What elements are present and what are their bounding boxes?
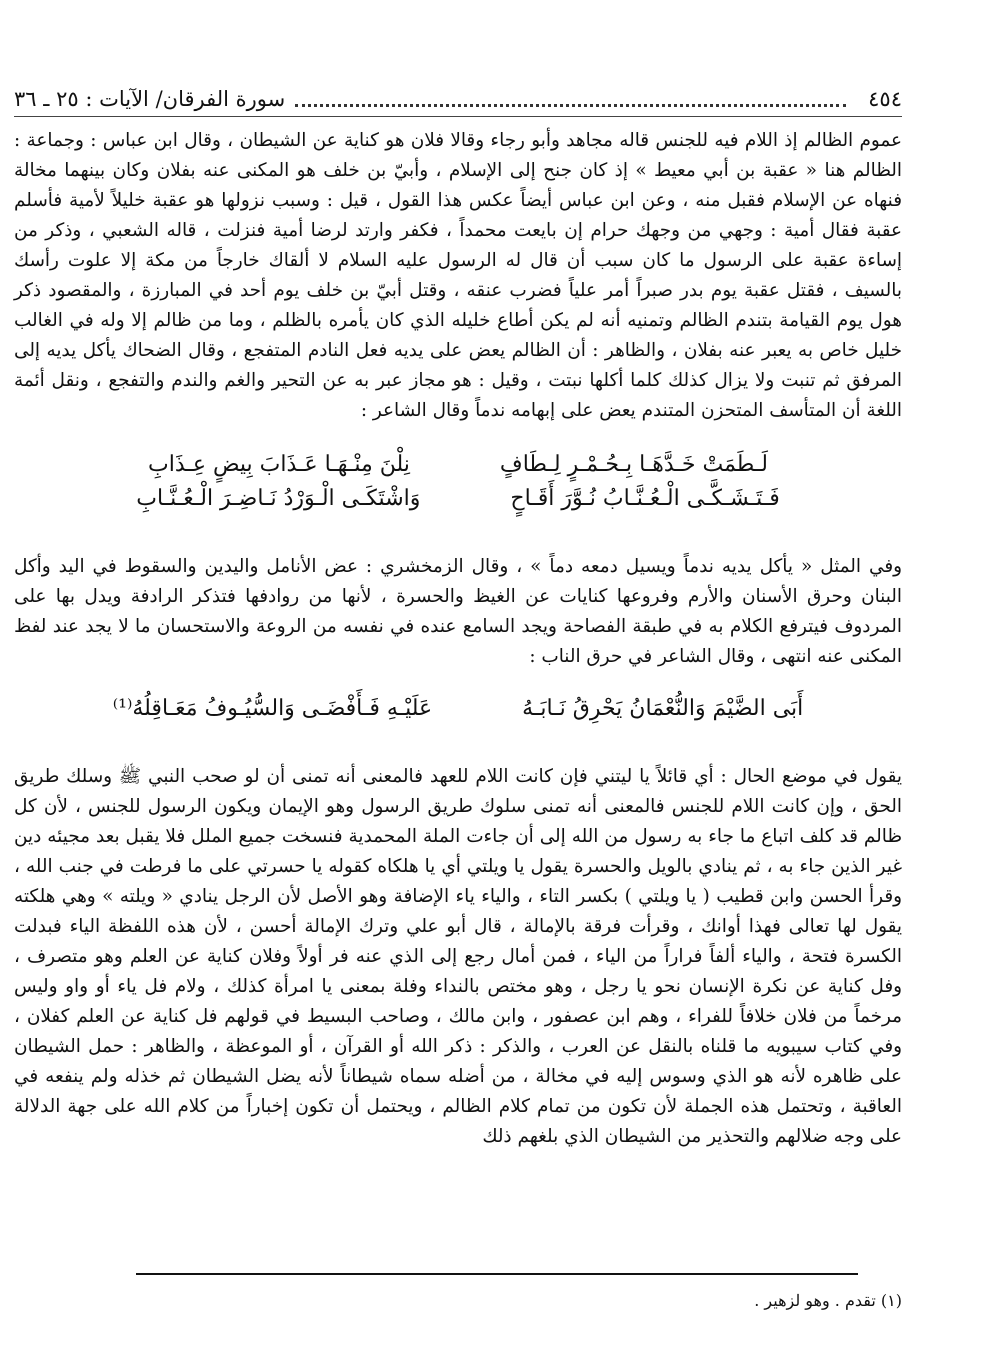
footnote-separator bbox=[136, 1273, 858, 1275]
paragraph: يقول في موضع الحال : أي قائلاً يا ليتني فإن كانت اللام للعهد فالمعنى أنه تمنى أن لو صحب النبي ﷺ وسلك طريق الحق ، وإن كانت اللام للجنس فالمعنى أنه تمنى سلوك طريق الرسول وهو الإيمان ويكون الرسول للجنس ، لأن كل ظالم قد كلف اتباع ما جاء به رسول من الله إلى أن جاءت الملة المحمدية فنسخت جميع الملل فلا يقبل بعد مجيئه دين غير الذين جاء به ، ثم ينادي بالويل والحسرة يقول يا ويلتي أي يا هلكاه كقوله يا حسرتي على ما فرطت في جنب الله ، وقرأ الحسن وابن قطيب ( يا ويلتي ) بكسر التاء ، والياء ياء الإضافة وهو الأصل لأن الرجل ينادي « ويلته » وهي هلكته يقول لها تعالى فهذا أوانك ، وقرأت فرقة بالإمالة ، قال أبو علي وترك الإمالة أحسن ، لأن هذه اللفظة الياء فبدلت الكسرة فتحة ، والياء ألفاً فراراً من الياء ، فمن أمال رجع إلى الذي عنه فر أولاً وفلان كناية عن العلم وهو متصرف ، وفل كناية عن نكرة الإنسان نحو يا رجل ، وهو مختص بالنداء وفلة بمعنى يا امرأة كذلك ، ولام فل ياء أو واو وليس مرخماً من فلان خلافاً للفراء ، وهم ابن عصفور ، وابن مالك ، وصاحب البسيط في قولهم فل كناية عن العلم كفلان ، وفي كتاب سيبويه ما قلناه بالنقل عن العرب ، والذكر : ذكر الله أو القرآن ، أو الموعظة ، والظاهر : حمل الشيطان على ظاهره لأنه هو الذي وسوس إليه في مخالة ، من أضله سماه شيطاناً لأنه يضل الشيطان ثم خذله ولم ينفعه في العاقبة ، وتحتمل هذه الجملة لأن تكون من تمام كلام الظالم ، ويحتمل أن تكون إخباراً من كلام الله على جهة الدلالة على وجه ضلالهم والتحذير من الشيطان الذي بلغهم ذلك bbox=[14, 766, 902, 1147]
header-dotted-leader bbox=[295, 104, 846, 107]
poem-verse bbox=[14, 448, 902, 482]
footnote: (١) تقدم . وهو لزهير . bbox=[754, 1291, 902, 1310]
page-body bbox=[14, 126, 902, 1152]
second-hemistich: نِلْنَ مِنْـهَـا عَـذَابَ بِيضٍ عِـذَابِ bbox=[148, 452, 410, 477]
poem-verse bbox=[14, 482, 902, 516]
second-hemistich: وَاشْتَكَـى الْـوَرْدُ نَـاضِـرَ الْـعُـنَّـابِ bbox=[136, 486, 421, 511]
first-hemistich: أَبَى الضَّيْمَ وَالنُّعْمَانُ يَحْرِقُ نَـابَـهُ bbox=[522, 696, 804, 721]
paragraph: عموم الظالم إذ اللام فيه للجنس قاله مجاهد وأبو رجاء وقالا فلان هو كناية عن الشيطان ، وقال ابن عباس : وجماعة : الظالم هنا « عقبة بن أبي معيط » إذ كان جنح إلى الإسلام ، وأبيّ بن خلف هو المكنى عنه بفلان وكان بينهما مخالة فنهاه عن الإسلام فقبل منه ، وعن ابن عباس أيضاً عكس هذا القول ، قيل : وسبب نزولها هو عقبة خليلاً لأمية فأسلم عقبة فقال أمية : وجهي من وجهك حرام إن بايعت محمداً ، فكفر وارتد لرضا أمية فنزلت ، قاله الشعبي ، وذكر من إساءة عقبة على الرسول ما كان سبب أن قال له الرسول عليه السلام لا ألقاك خارجاً من مكة إلا علوت رأسك بالسيف ، فقتل عقبة يوم بدر صبراً أمر علياً فضرب عنقه ، وقتل أبيّ بن خلف يوم أحد في المبارزة ، والمقصود ذكر هول يوم القيامة بتندم الظالم وتمنيه أنه لم يكن أطاع خليله الذي كان يأمره بالظلم ، وما من ظالم إلا وله في الغالب خليل خاص به يعبر عنه بفلان ، والظاهر : أن الظالم يعض على يديه فعل النادم المتفجع ، وقال الضحاك يأكل يديه إلى المرفق ثم تنبت ولا يزال كذلك كلما أكلها نبتت ، وقيل : هو مجاز عبر به عن التحير والغم والندم والتفجع ، ونقل أئمة اللغة أن المتأسف المتحزن المتندم يعض على إبهامه ندماً وقال الشاعر : bbox=[14, 130, 902, 421]
page-header bbox=[14, 82, 902, 117]
poem bbox=[14, 692, 902, 726]
page-number: ٤٥٤ bbox=[868, 87, 902, 111]
poem bbox=[14, 448, 902, 516]
surah-title: سورة الفرقان/ الآيات : ٢٥ ـ ٣٦ bbox=[14, 87, 286, 111]
poem-verse bbox=[14, 692, 902, 726]
first-hemistich: لَـطَمَتْ خَـدَّهَـا بِـحُـمْـرٍ لِـطَافٍ bbox=[499, 452, 768, 477]
paragraph: وفي المثل « يأكل يديه ندماً ويسيل دمعه دماً » ، وقال الزمخشري : عض الأنامل واليدين والسقوط في اليد وأكل البنان وحرق الأسنان والأرم وفروعها كنايات عن الغيظ والحسرة ، لأنها من روادفها فتذكر الرادفة ويدل بها على المردوف فيترفع الكلام به في طبقة الفصاحة ويجد السامع عنده في نفسه من الروعة والاستحسان ما لا يجد عند لفظ المكنى عنه انتهى ، وقال الشاعر في حرق الناب : bbox=[14, 556, 902, 667]
first-hemistich: فَـتَـشَـكَّـى الْـعُـنَّـابُ نُـوَّرَ أَقَـاحٍ bbox=[510, 486, 780, 511]
second-hemistich: عَلَيْـهِ فَـأَفْضَـى وَالسُّيُـوفُ مَعَـاقِلُهُ⁽¹⁾ bbox=[112, 696, 433, 721]
